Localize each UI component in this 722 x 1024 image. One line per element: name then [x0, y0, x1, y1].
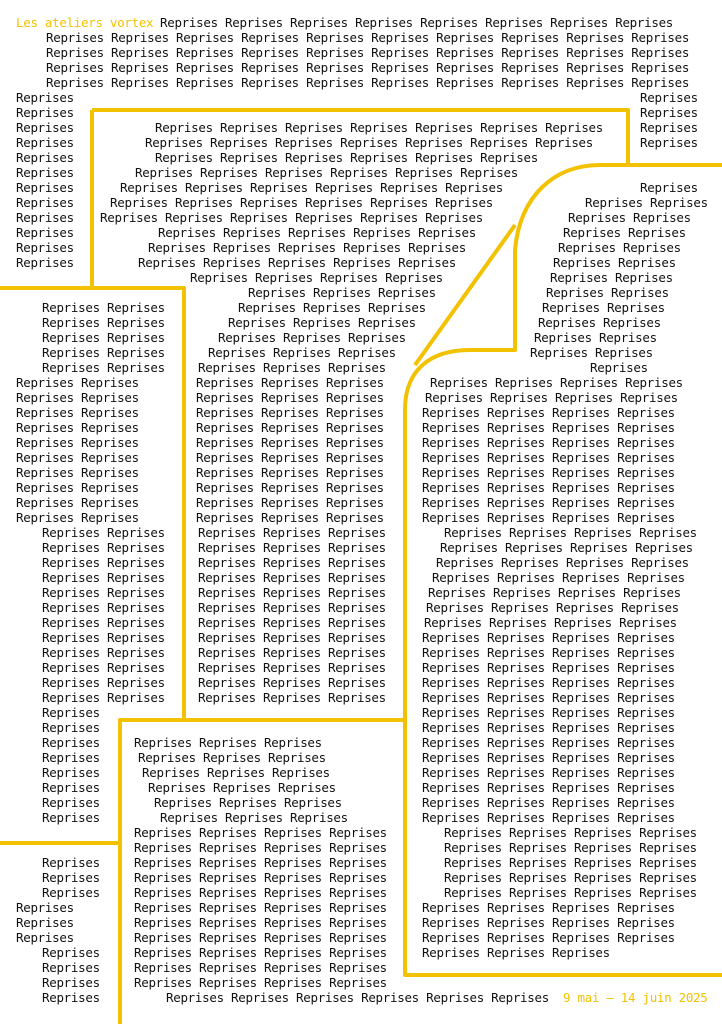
reprises-line: Reprises Reprises Reprises — [198, 525, 386, 540]
reprises-line: Reprises Reprises Reprises — [160, 810, 348, 825]
reprises-line: Reprises Reprises Reprises Reprises — [422, 435, 675, 450]
reprises-line: Reprises Reprises Reprises Reprises — [422, 795, 675, 810]
reprises-line: Reprises Reprises Reprises Reprises — [422, 750, 675, 765]
reprises-line: Reprises — [16, 240, 74, 255]
reprises-line: Reprises Reprises Reprises Reprises — [422, 465, 675, 480]
reprises-line: Reprises — [42, 960, 100, 975]
reprises-line: Reprises Reprises Reprises Reprises — [134, 915, 387, 930]
reprises-line: Reprises — [16, 225, 74, 240]
reprises-line: Reprises Reprises Reprises Reprises — [422, 405, 675, 420]
reprises-line: Reprises Reprises Reprises — [198, 630, 386, 645]
reprises-line: Reprises — [42, 780, 100, 795]
reprises-line: Reprises Reprises Reprises Reprises — [422, 675, 675, 690]
reprises-line: Reprises Reprises Reprises Reprises — [134, 855, 387, 870]
reprises-line: Reprises Reprises Reprises Reprises — [422, 450, 675, 465]
reprises-line: Reprises Reprises Reprises Reprises — [436, 555, 689, 570]
reprises-line: Reprises — [42, 735, 100, 750]
reprises-line: Reprises Reprises Reprises — [198, 555, 386, 570]
reprises-line: Reprises Reprises Reprises Reprises — [422, 705, 675, 720]
reprises-line: Reprises Reprises Reprises Reprises — [134, 825, 387, 840]
reprises-line: Reprises Reprises Reprises — [148, 780, 336, 795]
reprises-line: Reprises Reprises — [16, 480, 139, 495]
reprises-line: Reprises Reprises Reprises — [198, 675, 386, 690]
reprises-line: Reprises — [16, 180, 74, 195]
reprises-line: Reprises Reprises Reprises Reprises Reprises Reprises — [120, 180, 503, 195]
reprises-line: Reprises Reprises — [558, 240, 681, 255]
reprises-line: Reprises Reprises Reprises Reprises Reprises Reprises — [155, 150, 538, 165]
reprises-line: Reprises Reprises Reprises Reprises — [440, 540, 693, 555]
reprises-line: Reprises Reprises — [42, 360, 165, 375]
reprises-line: Reprises Reprises — [42, 555, 165, 570]
reprises-line: Reprises Reprises Reprises Reprises Reprises Reprises Reprises Reprises Reprises Reprises — [46, 30, 690, 45]
reprises-line: Reprises Reprises Reprises Reprises Reprises Reprises Reprises Reprises Reprises Reprises — [46, 75, 690, 90]
reprises-line: Reprises Reprises — [585, 195, 708, 210]
reprises-line: Reprises — [640, 90, 698, 105]
reprises-line: Reprises — [16, 165, 74, 180]
reprises-line: Reprises Reprises Reprises — [196, 435, 384, 450]
reprises-line: Reprises — [42, 885, 100, 900]
reprises-line: Reprises Reprises Reprises — [248, 285, 436, 300]
reprises-line: Reprises Reprises — [568, 210, 691, 225]
reprises-line: Reprises — [42, 855, 100, 870]
reprises-line: Reprises Reprises — [16, 465, 139, 480]
reprises-line: Reprises Reprises Reprises Reprises — [430, 375, 683, 390]
reprises-line: Reprises Reprises Reprises — [142, 765, 330, 780]
reprises-line: Reprises — [590, 360, 648, 375]
reprises-line: Reprises Reprises Reprises — [198, 660, 386, 675]
reprises-line: Reprises Reprises Reprises Reprises — [422, 495, 675, 510]
reprises-line: Reprises Reprises — [42, 330, 165, 345]
reprises-line: Reprises Reprises — [538, 315, 661, 330]
reprises-line: Reprises Reprises — [42, 660, 165, 675]
reprises-line: Reprises Reprises Reprises — [198, 540, 386, 555]
reprises-line: Reprises — [16, 915, 74, 930]
reprises-line: Reprises Reprises Reprises Reprises — [444, 855, 697, 870]
reprises-line: Reprises — [640, 135, 698, 150]
reprises-line: Reprises Reprises — [16, 510, 139, 525]
reprises-line: Reprises Reprises Reprises Reprises — [422, 765, 675, 780]
reprises-line: Reprises — [640, 180, 698, 195]
reprises-line: Reprises Reprises — [530, 345, 653, 360]
reprises-line: Reprises — [16, 135, 74, 150]
reprises-line: Reprises Reprises Reprises — [196, 495, 384, 510]
reprises-line: Reprises Reprises Reprises — [196, 480, 384, 495]
reprises-line: Reprises Reprises Reprises — [198, 615, 386, 630]
reprises-line: Reprises — [16, 90, 74, 105]
reprises-line: Reprises — [42, 870, 100, 885]
reprises-line: Reprises Reprises Reprises — [134, 735, 322, 750]
reprises-line: Reprises Reprises Reprises Reprises Reprises — [138, 255, 456, 270]
reprises-line: Reprises Reprises Reprises — [198, 600, 386, 615]
reprises-line: Reprises Reprises Reprises — [228, 315, 416, 330]
reprises-line: Reprises Reprises Reprises — [196, 510, 384, 525]
reprises-line: Reprises Reprises Reprises Reprises — [134, 870, 387, 885]
reprises-line: Reprises — [16, 900, 74, 915]
reprises-line: Reprises Reprises Reprises Reprises — [422, 660, 675, 675]
reprises-line: Reprises Reprises Reprises Reprises — [422, 510, 675, 525]
reprises-line: Reprises Reprises — [16, 390, 139, 405]
reprises-line: Reprises Reprises Reprises Reprises — [422, 720, 675, 735]
reprises-line: Reprises Reprises Reprises Reprises — [134, 900, 387, 915]
reprises-line: Reprises — [16, 120, 74, 135]
reprises-line: Reprises Reprises — [16, 495, 139, 510]
reprises-line: Reprises Reprises — [42, 645, 165, 660]
event-dates: 9 mai — 14 juin 2025 — [563, 990, 708, 1005]
reprises-line: Reprises — [42, 810, 100, 825]
reprises-line: Reprises Reprises Reprises — [196, 390, 384, 405]
reprises-line: Reprises Reprises Reprises — [238, 300, 426, 315]
reprises-line: Reprises Reprises Reprises Reprises — [422, 420, 675, 435]
reprises-line: Reprises Reprises Reprises Reprises — [422, 780, 675, 795]
reprises-line: Reprises Reprises Reprises — [196, 420, 384, 435]
reprises-line: Reprises Reprises Reprises — [198, 570, 386, 585]
reprises-line: Reprises Reprises Reprises Reprises Reprises Reprises Reprises Reprises — [160, 15, 674, 30]
reprises-line: Reprises — [42, 795, 100, 810]
reprises-line: Reprises Reprises Reprises Reprises Reprises Reprises Reprises — [145, 135, 593, 150]
reprises-line: Reprises — [640, 105, 698, 120]
reprises-line: Reprises — [42, 705, 100, 720]
reprises-line: Reprises Reprises Reprises Reprises — [444, 870, 697, 885]
reprises-line: Reprises — [16, 150, 74, 165]
reprises-line: Reprises Reprises Reprises Reprises — [190, 270, 443, 285]
reprises-line: Reprises Reprises Reprises Reprises — [432, 570, 685, 585]
reprises-line: Reprises Reprises Reprises — [198, 690, 386, 705]
reprises-line: Reprises Reprises — [563, 225, 686, 240]
reprises-line: Reprises Reprises Reprises — [198, 360, 386, 375]
reprises-line: Reprises Reprises — [42, 300, 165, 315]
reprises-line: Reprises Reprises — [42, 525, 165, 540]
reprises-line: Reprises Reprises Reprises — [154, 795, 342, 810]
reprises-line: Reprises Reprises Reprises Reprises — [134, 960, 387, 975]
reprises-line: Reprises Reprises Reprises Reprises — [422, 645, 675, 660]
reprises-line: Reprises Reprises Reprises Reprises Reprises — [158, 225, 476, 240]
reprises-line: Reprises Reprises Reprises Reprises — [426, 600, 679, 615]
reprises-line: Reprises — [640, 120, 698, 135]
reprises-line: Reprises Reprises — [16, 375, 139, 390]
reprises-line: Reprises — [42, 720, 100, 735]
reprises-line: Reprises Reprises Reprises — [218, 330, 406, 345]
reprises-line: Reprises Reprises Reprises Reprises — [134, 945, 387, 960]
reprises-line: Reprises Reprises Reprises Reprises — [134, 930, 387, 945]
reprises-line: Reprises Reprises — [42, 540, 165, 555]
reprises-line: Reprises Reprises Reprises — [208, 345, 396, 360]
reprises-line: Reprises Reprises — [42, 690, 165, 705]
reprises-line: Reprises Reprises Reprises Reprises — [428, 585, 681, 600]
reprises-line: Reprises Reprises Reprises Reprises Reprises Reprises — [110, 195, 493, 210]
reprises-line: Reprises Reprises Reprises — [196, 375, 384, 390]
reprises-line: Reprises Reprises Reprises Reprises — [422, 630, 675, 645]
reprises-line: Reprises — [16, 255, 74, 270]
reprises-line: Reprises Reprises Reprises — [422, 945, 610, 960]
reprises-line: Reprises Reprises Reprises Reprises — [444, 825, 697, 840]
reprises-line: Reprises Reprises Reprises Reprises — [134, 885, 387, 900]
brand-title: Les ateliers vortex — [16, 15, 154, 30]
reprises-line: Reprises Reprises — [42, 345, 165, 360]
reprises-line: Reprises Reprises — [42, 615, 165, 630]
reprises-line: Reprises — [42, 975, 100, 990]
reprises-line: Reprises Reprises — [16, 405, 139, 420]
reprises-line: Reprises Reprises — [42, 570, 165, 585]
reprises-line: Reprises Reprises Reprises Reprises — [422, 900, 675, 915]
reprises-line: Reprises Reprises — [42, 675, 165, 690]
reprises-line: Reprises — [16, 105, 74, 120]
reprises-line: Reprises Reprises — [42, 630, 165, 645]
reprises-line: Reprises Reprises — [42, 585, 165, 600]
reprises-line: Reprises Reprises Reprises — [196, 450, 384, 465]
reprises-line: Reprises Reprises — [546, 285, 669, 300]
reprises-line: Reprises — [16, 195, 74, 210]
reprises-line: Reprises Reprises Reprises Reprises — [424, 615, 677, 630]
reprises-line: Reprises Reprises Reprises — [196, 405, 384, 420]
reprises-line: Reprises Reprises — [42, 600, 165, 615]
reprises-line: Reprises Reprises — [553, 255, 676, 270]
reprises-line: Reprises — [42, 750, 100, 765]
reprises-line: Reprises — [42, 945, 100, 960]
reprises-line: Reprises Reprises Reprises Reprises — [425, 390, 678, 405]
reprises-line: Reprises Reprises Reprises Reprises — [422, 690, 675, 705]
reprises-line: Reprises Reprises Reprises Reprises — [444, 525, 697, 540]
reprises-line: Reprises — [42, 765, 100, 780]
reprises-line: Reprises Reprises — [16, 435, 139, 450]
reprises-line: Reprises Reprises Reprises Reprises Reprises Reprises — [135, 165, 518, 180]
reprises-line: Reprises Reprises Reprises Reprises — [422, 930, 675, 945]
reprises-line: Reprises Reprises Reprises Reprises — [422, 480, 675, 495]
reprises-line: Reprises Reprises Reprises Reprises — [444, 840, 697, 855]
reprises-line: Reprises Reprises Reprises Reprises Reprises Reprises Reprises — [155, 120, 603, 135]
reprises-line: Reprises Reprises — [16, 420, 139, 435]
reprises-line: Reprises Reprises Reprises Reprises — [444, 885, 697, 900]
reprises-line: Reprises — [42, 990, 100, 1005]
reprises-line: Reprises Reprises Reprises — [198, 645, 386, 660]
reprises-line: Reprises Reprises Reprises Reprises — [422, 735, 675, 750]
reprises-line: Reprises Reprises Reprises Reprises — [134, 975, 387, 990]
reprises-line: Reprises Reprises Reprises — [196, 465, 384, 480]
reprises-line: Reprises Reprises — [16, 450, 139, 465]
reprises-line: Reprises Reprises Reprises Reprises Reprises Reprises Reprises Reprises Reprises Reprises — [46, 45, 690, 60]
reprises-line: Reprises Reprises Reprises Reprises Reprises Reprises — [166, 990, 549, 1005]
reprises-line: Reprises Reprises — [550, 270, 673, 285]
reprises-line: Reprises Reprises — [534, 330, 657, 345]
reprises-line: Reprises — [16, 210, 74, 225]
reprises-line: Reprises Reprises Reprises — [138, 750, 326, 765]
reprises-line: Reprises Reprises — [42, 315, 165, 330]
reprises-line: Reprises Reprises Reprises — [198, 585, 386, 600]
reprises-line: Reprises Reprises Reprises Reprises Reprises Reprises Reprises Reprises Reprises Reprises — [46, 60, 690, 75]
reprises-line: Reprises Reprises Reprises Reprises Reprises — [148, 240, 466, 255]
reprises-line: Reprises Reprises Reprises Reprises Reprises Reprises — [100, 210, 483, 225]
reprises-line: Reprises Reprises — [542, 300, 665, 315]
reprises-line: Reprises — [16, 930, 74, 945]
reprises-line: Reprises Reprises Reprises Reprises — [422, 810, 675, 825]
reprises-line: Reprises Reprises Reprises Reprises — [422, 915, 675, 930]
reprises-line: Reprises Reprises Reprises Reprises — [134, 840, 387, 855]
